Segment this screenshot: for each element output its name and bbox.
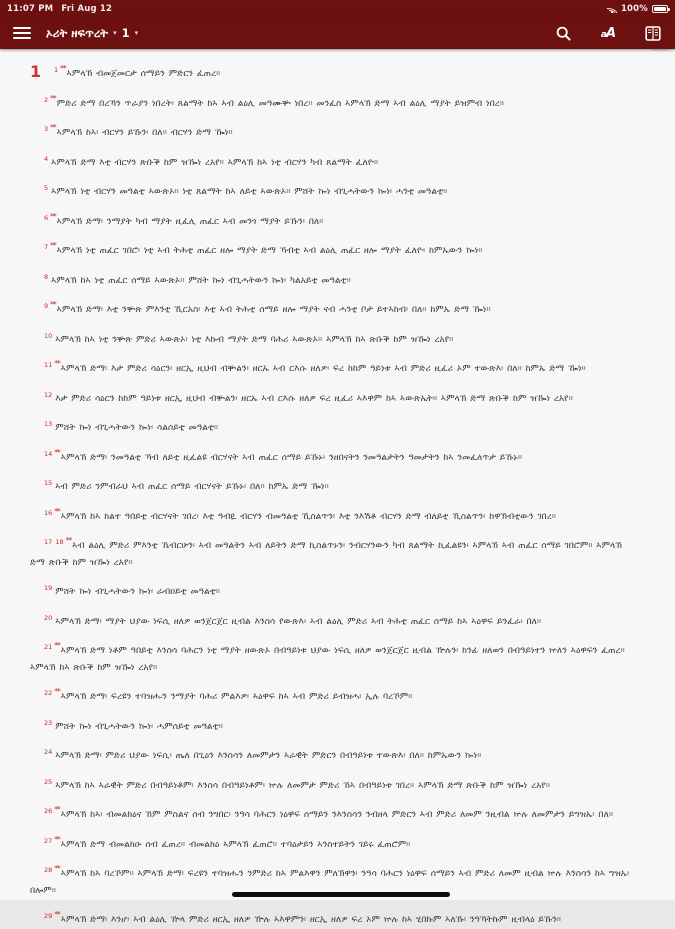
battery-icon [652,5,668,13]
verse[interactable] [30,773,634,795]
status-bar [0,0,675,17]
footnote-marker-icon: ** [54,910,60,919]
verse-text: ኣምላኽ ከኣ ክልተ ዓበይቲ ብርሃናት ገበረ፡ እቲ ዓብዪ ብርሃን ብመዓልቲ ኺስልጥን፡ እቲ ንእሽቶ ብርሃን ድማ ብለይቲ ኺስልጥን፡ ከዋኽብቲውን ገበረ። [60,511,556,522]
verse[interactable] [30,743,634,765]
search-icon[interactable] [554,24,572,42]
verse-text: ኣምላኽ ድማ፡ እታ ምድሪ ሳዕርን፡ ዘርኢ ዚህብ ብቝልን፡ ዘርኡ ኣብ ርእሱ ዘለዎ፡ ፍረ ከከም ዓይነቱ ኣብ ምድሪ ዚፈሪ ኦም ተውጽእ፡ በለ። ከምኡ ድማ ዀነ። [60,364,586,374]
verse[interactable] [30,579,634,601]
verse-text: ኣብ ምድሪ ንምብራህ ኣብ ጠፈር ሰማይ ብርሃናት ይኹኑ፡ በለ። ከምኡ ድማ ዀነ። [55,482,329,492]
verse-number: 10 [44,331,53,340]
verse-text: ኣምላኽ ድማ ነቶም ዓበይቲ እንስሳ ባሕርን ነቲ ማያት ዘውጽኦ በብዓይነቱ ህያው ነፍሲ ዘለዎ ወንጀርጀር ዚብል ዅሉን፡ ክንፊ ዘለወን በብዓይነተን ኵለን ኣዕዋፍን ፈጠረ። ኣምላኽ ከኣ ጽቡቕ ከም ዝዀነ ረአየ። [30,646,625,673]
footnote-marker-icon: ** [54,805,60,814]
verse-number: 4 [44,154,49,163]
footnote-marker-icon: ** [54,834,60,844]
verse-number: 3 [44,125,49,133]
verse[interactable] [30,268,634,290]
verse-text: ኣምላኽ ድማ እቲ ብርሃን ጽቡቕ ከም ዝዀነ ረአየ። ኣምላኽ ከኣ ነቲ ብርሃን ካብ ጸልማት ፈለዮ። [51,157,379,168]
book-title-selector[interactable]: ኦሪት ዘፍጥረት [46,25,109,40]
verse-number: 21 [44,643,53,651]
verse-text: ኣምላኽ ከኣ ነቲ ንቝጽ ምድሪ ኣውጽኦ፡ ነቲ እኩብ ማያት ድማ ባሕሪ ኣውጽኦ። ኣምላኽ ከኣ ጽቡቕ ከም ዝዀነ ረአየ። [55,334,454,345]
verse-number: 24 [44,748,53,756]
verse-text: እታ ምድሪ ሳዕርን ከከም ዓይነቱ ዘርኢ ዚህብ ብቝልን፡ ዘርኡ ኣብ ርእሱ ዘለዎ ፍረ ዚፈሪ ኣእዋም ከኣ ኣውጽኤት። ኣምላኽ ድማ ጽቡቕ ከም ዝዀነ ረአየ። [55,393,573,404]
footnote-marker-icon: ** [54,641,60,650]
verse-number: 17 18 [44,538,64,546]
verse-number: 26 [44,807,53,815]
footnote-marker-icon: ** [65,536,72,545]
verse[interactable] [30,209,634,231]
verse[interactable] [30,907,634,929]
menu-icon[interactable] [13,27,31,39]
verse-number: 13 [44,420,53,428]
verse-text: ኣምላኽ ከኣ ነቲ ጠፈር ሰማይ ኣውጽኦ። ምሸት ኰነ ብጊሓትውን ኰነ፡ ካልአይቲ መዓልቲ። [51,275,351,286]
status-date: Fri Aug 12 [61,3,113,14]
verse-text: ኣምላኽ ከኣ፡ ብመልክዕና ኸም ምስልና ሰብ ንግበር፡ ንዓሳ ባሕርን ነዕዋፍ ሰማይን ንእንስሳን ንብዘላ ምድርን ኣብ ምድሪ ለመም ንዚብል ኵሉ ለመምታን ይግዝኡ፡ በለ። [60,810,614,820]
verse[interactable] [30,327,634,349]
verse[interactable] [30,832,634,854]
footnote-marker-icon: ** [50,93,56,103]
footnote-marker-icon: ** [60,64,66,73]
verse-text: ኣምላኽ ከኣ ባረኾም። ኣምላኽ ድማ፡ ፍረዩን ተባዝሑን ንምድሪ ከኣ ምልእዋን ምለኽዋን፡ ንዓሳ ባሕርን ነዕዋፍ ሰማይን ኣብ ምድሪ ለመም ዚብል ኵሉ እንስሳን ከኣ ግዝኡ፡ በሎም። [30,869,630,896]
book-chapter-selector [46,26,138,41]
verse-text: ኣምላኽ ብመጀመርታ ሰማይን ምድርን ፈጠረ። [66,69,221,79]
verse-number: 6 [44,213,49,222]
chapter-selector[interactable]: 1 [121,26,130,40]
verse[interactable] [30,802,634,824]
verse-number: 14 [44,449,53,458]
verse[interactable] [30,445,634,467]
verse[interactable] [30,609,634,631]
verse[interactable] [30,638,634,676]
footnote-marker-icon: ** [50,241,56,250]
verse-text: ኣምላኽ ነቲ ጠፈር ገበሮ፡ ነቲ ኣብ ትሕቲ ጠፈር ዘሎ ማያት ድማ ኻብቲ ኣብ ልዕሊ ጠፈር ዘሎ ማያት ፈለዮ፡ ከምኡውን ኰነ። [56,246,483,256]
footnote-marker-icon: ** [50,211,56,221]
status-time: 11:07 PM [7,3,54,14]
verse-text: ኣብ ልዕሊ ምድሪ ምእንቲ ኼብርሁን፡ ኣብ መዓልትን ኣብ ለይትን ድማ ኪስልጥኑን፡ ንብርሃንውን ካብ ጸልማት ኪፈልዩን፡ ኣምላኽ ኣብ ጠፈር ሰማይ ገበሮም። ኣምላኽ ድማ ጽቡቕ ከም ዝዀነ ረአየ። [30,541,622,568]
verse-text: ኣምላኽ ድማ፡ ፍረዩን ተባዝሑን ንማያት ባሕሪ ምልእዎ፡ ኣዕዋፍ ከኣ ኣብ ምድሪ ይብዝሓ፡ ኢሉ ባረኾም። [60,692,413,702]
footnote-marker-icon: ** [54,359,60,368]
verse[interactable] [30,150,634,172]
verse[interactable] [30,120,634,142]
verse-text: ኣምላኽ ድማ፡ ንማያት ካብ ማያት ዚፈሊ ጠፈር ኣብ መንጎ ማያት ይኹን፡ በለ። [56,216,324,227]
verse-number: 16 [44,508,53,517]
verse-text: ምድሪ ድማ በረኻን ጥራያን ነበረት፡ ጸልማት ከኣ ኣብ ልዕሊ መዓሙቝ ነበረ። መንፈስ ኣምላኽ ድማ ኣብ ልዕሊ ማያት ይዝምብ ነበረ። [56,98,504,109]
footnote-marker-icon: ** [50,123,56,132]
verse-text: ምሸት ኰነ ብጊሓትውን ኰነ፡ ራብዐይቲ መዓልቲ። [55,587,221,597]
verse-number: 7 [44,243,49,251]
verse-text: ምሸት ኰነ ብጊሓትውን ኰነ፡ ሳልሰይቲ መዓልቲ። [55,423,219,433]
verse[interactable] [30,386,634,408]
verse-text: ኣምላኽ ከኣ ኣራዊት ምድሪ በብዓይነቶም፡ እንስሳ በብዓይነቶም፡ ኵሉ ለመምታ ምድሪ ኸኣ በብዓይነቱ ገበረ። ኣምላኽ ድማ ጽቡቕ ከም ዝዀነ ረአየ። [55,780,550,791]
verse-number: 22 [44,689,53,697]
verse-number: 5 [44,184,49,192]
verse-number: 9 [44,302,49,310]
verse[interactable] [30,179,634,201]
verse-text: ኣምላኽ ድማ፡ ንመዓልቲ ኻብ ለይቲ ዚፈልዩ ብርሃናት ኣብ ጠፈር ሰማይ ይኹኑ፡ ንዘበናትን ንመዓልታትን ዓመታትን ከኣ ንመፈለጥታ ይኹኑ። [60,452,523,463]
verse-number: 25 [44,777,53,786]
verse-number: 2 [44,95,49,104]
verse[interactable] [30,415,634,437]
verse[interactable] [30,684,634,706]
verse-number: 15 [44,479,53,487]
verse[interactable] [30,238,634,260]
font-size-icon[interactable]: aA [600,25,616,41]
verse-text: ኣምላኽ ድማ፡ እቲ ንቝጽ ምእንቲ ኺርአስ፡ እቲ ኣብ ትሕቲ ሰማይ ዘሎ ማያት ናብ ሓንቲ ቦታ ይተኣከብ፡ በለ። ከምኡ ድማ ዀነ። [56,305,491,315]
footnote-marker-icon: ** [54,864,60,873]
verse-number: 23 [44,718,53,727]
verse[interactable] [30,714,634,736]
toolbar [0,17,675,49]
verse-text: ኣምላኽ ድማ፡ ምድሪ ህያው ነፍሲ፡ ጤለ በጊዕን እንስሳን ለመምታን ኣራዊት ምድርን በብዓይነቱ ተውጽእ፡ በለ። ከምኡውን ኰነ። [55,751,482,761]
footnote-marker-icon: ** [50,300,56,309]
footnote-marker-icon: ** [54,506,60,516]
chapter-number: 1 [30,62,42,81]
verse-number: 11 [44,361,53,369]
verse[interactable] [30,474,634,496]
verse-number: 19 [44,584,53,592]
verse[interactable] [30,533,634,571]
chevron-down-icon[interactable]: ▾ [134,29,139,37]
verse-text: ኣምላኽ ከኣ፡ ብርሃን ይኹን፡ በለ። ብርሃን ድማ ዀነ። [56,128,233,138]
verses-container [30,61,634,929]
verse-number: 28 [44,866,53,874]
footnote-marker-icon: ** [54,687,60,696]
verse-number: 12 [44,390,53,399]
footnote-marker-icon: ** [54,447,60,457]
verse[interactable] [30,61,634,83]
reader-book-icon[interactable] [644,24,662,42]
chevron-down-icon[interactable]: ▾ [113,29,117,37]
verse-text: ኣምላኽ ነቲ ብርሃን መዓልቲ ኣውጽኦ። ነቲ ጸልማት ከኣ ለይቲ ኣውጽኦ። ምሸት ኰነ ብጊሓትውን ኰነ፡ ሓንቲ መዓልቲ። [51,187,448,197]
scripture-page [0,49,675,925]
verse[interactable] [30,297,634,319]
battery-percent: 100% [620,3,648,14]
verse-number: 27 [44,836,53,845]
verse-number: 1 [54,66,59,74]
wifi-icon [607,5,617,13]
home-indicator[interactable] [232,892,450,897]
verse[interactable] [30,504,634,526]
verse[interactable] [30,356,634,378]
verse-number: 8 [44,272,49,281]
verse-text: ምሸት ኰነ ብጊሓትውን ኰነ፡ ሓምሰይቲ መዓልቲ። [55,721,223,732]
verse-text: ኣምላኽ ድማ፡ ማያት ህያው ነፍሲ ዘለዎ ወንጀርጀር ዚብል እንስሳ የውጽእ፡ ኣብ ልዕሊ ምድሪ ኣብ ትሕቲ ጠፈር ሰማይ ከኣ ኣዕዋፍ ይንፈራ፡ በለ። [55,616,542,627]
verse-number: 29 [44,912,53,920]
verse-text: ኣምላኽ ድማ፡ እንሆ፡ ኣብ ልዕሊ ዅላ ምድሪ ዘርኢ ዘለዎ ዅሉ ኣእዋምን፡ ዘርኢ ዘለዎ ፍረ ኦም ኵሉ ከኣ ሂበኩም ኣለኹ፡ ንዓኻትኩም ዚብላዕ ይኹን። [60,915,561,925]
verse-text: ኣምላኽ ድማ ብመልክዑ ሰብ ፈጠረ። ብመልክዕ ኣምላኽ ፈጠሮ። ተባዕታይን ኣንስተይትን ገይሩ ፈጠሮም። [60,839,411,850]
verse-number: 20 [44,613,53,622]
verse[interactable] [30,91,634,113]
